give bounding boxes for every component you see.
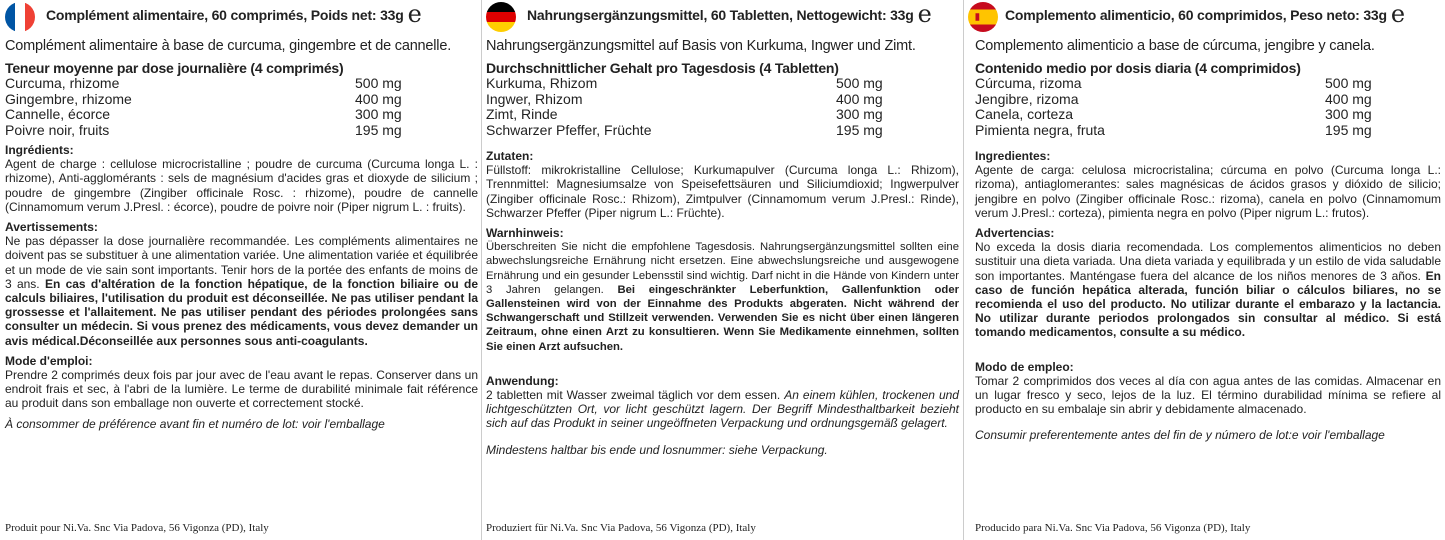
table-row bbox=[486, 123, 883, 139]
estimated-sign-icon: e bbox=[407, 0, 422, 28]
dose-ingredient-name: Jengibre, rizoma bbox=[975, 90, 1079, 107]
table-row bbox=[5, 123, 402, 139]
ingredients-title: Ingredientes: bbox=[975, 149, 1051, 163]
dose-table bbox=[486, 76, 883, 138]
dose-amount: 300 mg bbox=[1325, 106, 1372, 122]
dose-amount: 195 mg bbox=[1325, 121, 1372, 138]
germany-flag-icon bbox=[486, 2, 516, 32]
dose-title: Durchschnittlicher Gehalt pro Tagesdosis (4 Tabletten) bbox=[486, 60, 839, 76]
dose-table bbox=[5, 76, 402, 138]
dose-ingredient-name: Poivre noir, fruits bbox=[5, 121, 110, 138]
warnings-title: Advertencias: bbox=[975, 226, 1055, 241]
dose-ingredient-name: Zimt, Rinde bbox=[486, 106, 558, 122]
column-header bbox=[481, 0, 963, 34]
intro-text: Complemento alimenticio a base de cúrcuma, jengibre y canela. bbox=[975, 38, 1375, 54]
table-row bbox=[486, 92, 883, 108]
ingredients-text: Agente de carga: celulosa microcristalina; cúrcuma en polvo (Curcuma longa L.: rizoma), antiaglomerantes: sales magnésicas de ácidos grasos y dióxido de silicio; jengibre en polvo (Zingiber officinale Rosc.: rizoma), canela en polvo (Cinnamomum verum J.Presl.: corteza), pimienta negra en polvo (Piper nigrum L.: frutos). bbox=[975, 163, 1441, 220]
dose-amount: 500 mg bbox=[1325, 75, 1372, 91]
producer-text: Produziert für Ni.Va. Snc Via Padova, 56 Vigonza (PD), Italy bbox=[486, 522, 756, 534]
table-row bbox=[5, 76, 402, 92]
warnings-text: Ne pas dépasser la dose journalière recommandée. Les compléments alimentaires ne doivent pas se substituer à une alimentation variée. Une alimentation variée et équilibrée et un mode de vie sain sont importants. Tenir hors de la portée des enfants de moins de 3 ans. bbox=[5, 234, 478, 291]
ingredients-text: Füllstoff: mikrokristalline Cellulose; Kurkumapulver (Curcuma longa L.: Rhizom), Trennmittel: Magnesiumsalze von Speisefettsäuren und Siliciumdioxid; Ingwerpulver (Zingiber officinale Rosc.: Rhizom), Zimtpulver (Cinnamomum verum J.Presl.: Rinde), Schwarzer Pfeffer (Piper nigrum L.: Früchte). bbox=[486, 163, 959, 220]
dose-amount: 195 mg bbox=[355, 121, 402, 138]
usage-title: Modo de empleo: bbox=[975, 359, 1074, 374]
header-text: Complemento alimenticio, 60 comprimidos, Peso neto: 33g e bbox=[1005, 0, 1405, 28]
warnings-paragraph bbox=[975, 240, 1441, 339]
usage-title: Anwendung: bbox=[486, 373, 559, 388]
usage-text: Prendre 2 comprimés deux fois par jour avec de l'eau avant le repas. Conserver dans un endroit frais et sec, à l'abri de la lumière. Le terme de durabilité minimale fait référence au produit dans son emballage non ouverte et correctement stocké. bbox=[5, 368, 478, 411]
dose-amount: 300 mg bbox=[836, 106, 883, 122]
warnings-text: Überschreiten Sie nicht die empfohlene Tagesdosis. Nahrungsergänzungsmittel sollten eine abwechslungsreiche Ernährung nicht ersetzen. Eine abwechslungsreiche und ausgewogene Ernährung und ein gesunder Lebensstil sind wichtig. Darf nicht in die Hände von Kindern unter 3 Jahren gelangen. bbox=[486, 241, 959, 296]
warnings-bold-text: En cas d'altération de la fonction hépatique, de la fonction biliaire ou de calculs biliaires, l'utilisation du produit est déconseillée. Ne pas utiliser pendant la grossesse et l'allaitement. Ne pas utiliser pendant des périodes prolongées sans consulter un médecin. Si vous prenez des médicaments, vous devez demander un avis médical.Déconseillée aux personnes sous anti-coagulants. bbox=[5, 276, 478, 348]
usage-title: Mode d'emploi: bbox=[5, 353, 93, 368]
warnings-title: Avertissements: bbox=[5, 220, 98, 235]
warnings-bold-text: En caso de función hepática alterada, función biliar o cálculos biliares, no se recomienda el uso del producto. No utilizar durante el embarazo y la lactancia. No utilizar durante periodos prolongados sin consultar al médico. Si está tomando medicamentos, consulte a su médico. bbox=[975, 268, 1441, 340]
ingredients-text: Agent de charge : cellulose microcristalline ; poudre de curcuma (Curcuma longa L. : rhizome), Anti-agglomérants : sels de magnésium d'acides gras et dioxyde de silicium ; poudre de gingembre (Zingiber officinale Rosc. : rhizome), poudre de cannelle (Cinnamomum verum J.Presl. : écorce), poudre de poivre noir (Piper nigrum L. : fruits). bbox=[5, 157, 478, 214]
estimated-sign-icon: e bbox=[1390, 0, 1405, 28]
usage-text: Tomar 2 comprimidos dos veces al día con agua antes de las comidas. Almacenar en un lugar fresco y seco, lejos de la luz. El término durabilidad mínima se refiere al producto en su embalaje sin abrir y debidamente almacenado. bbox=[975, 373, 1441, 417]
dose-amount: 500 mg bbox=[836, 75, 883, 91]
dose-ingredient-name: Cúrcuma, rizoma bbox=[975, 75, 1082, 91]
dose-table bbox=[975, 76, 1372, 138]
dose-title: Teneur moyenne par dose journalière (4 comprimés) bbox=[5, 60, 344, 76]
usage-paragraph bbox=[975, 374, 1441, 417]
dose-ingredient-name: Schwarzer Pfeffer, Früchte bbox=[486, 121, 652, 138]
dose-title: Contenido medio por dosis diaria (4 comprimidos) bbox=[975, 60, 1301, 76]
table-row bbox=[5, 107, 402, 123]
warnings-text: No exceda la dosis diaria recomendada. Los complementos alimenticios no deben sustituir una dieta variada. Una dieta variada y equilibrada y un estilo de vida saludable son importantes. Manténgase fuera del alcance de los niños menores de 3 años. bbox=[975, 240, 1441, 283]
best-before-text: Mindestens haltbar bis ende und losnummer: siehe Verpackung. bbox=[486, 442, 828, 457]
dose-ingredient-name: Cannelle, écorce bbox=[5, 106, 111, 122]
table-row bbox=[975, 76, 1372, 92]
usage-text: 2 tabletten mit Wasser zweimal täglich vor dem essen. bbox=[486, 388, 781, 403]
table-row bbox=[975, 92, 1372, 108]
usage-italic-text: An einem kühlen, trockenen und lichtgeschützten Ort, vor licht geschützt lagern. Der Begriff Mindesthaltbarkeit bezieht sich auf das Produkt in seiner ungeöffneten Verpackung und ordnungsgemäß gelagert. bbox=[486, 388, 959, 431]
warnings-bold-text: Bei eingeschränkter Leberfunktion, Gallenfunktion oder Gallensteinen wird von der Einnahme des Produkts abgeraten. Nicht während der Schwangerschaft und Stillzeit verwenden. Verwenden Sie es nicht über einen längeren Zeitraum, ohne einen Arzt zu konsultieren. Wenn Sie Medikamente einnehmen, sollten Sie einen Arzt aufsuchen. bbox=[486, 283, 960, 353]
dose-amount: 400 mg bbox=[836, 90, 883, 107]
dose-amount: 195 mg bbox=[836, 121, 883, 138]
dose-ingredient-name: Gingembre, rhizome bbox=[5, 90, 132, 107]
warnings-paragraph bbox=[486, 240, 959, 354]
ingredients-title: Zutaten: bbox=[486, 149, 534, 163]
header-text: Nahrungsergänzungsmittel, 60 Tabletten, Nettogewicht: 33g e bbox=[527, 0, 932, 28]
best-before-text: À consommer de préférence avant fin et numéro de lot: voir l'emballage bbox=[5, 416, 385, 431]
france-flag-icon bbox=[5, 2, 35, 32]
usage-paragraph bbox=[5, 368, 478, 411]
dose-ingredient-name: Curcuma, rhizome bbox=[5, 75, 120, 91]
column-header bbox=[963, 0, 1445, 34]
spain-flag-icon bbox=[968, 2, 998, 32]
table-row bbox=[975, 123, 1372, 139]
estimated-sign-icon: e bbox=[917, 0, 932, 28]
header-text: Complément alimentaire, 60 comprimés, Poids net: 33g e bbox=[46, 0, 422, 28]
ingredients-title: Ingrédients: bbox=[5, 143, 74, 157]
column-header bbox=[0, 0, 482, 34]
dose-ingredient-name: Pimienta negra, fruta bbox=[975, 121, 1105, 138]
dose-amount: 300 mg bbox=[355, 106, 402, 122]
dose-amount: 400 mg bbox=[1325, 90, 1372, 107]
label-column-fr bbox=[0, 0, 482, 540]
usage-paragraph bbox=[486, 388, 959, 431]
intro-text: Complément alimentaire à base de curcuma, gingembre et de cannelle. bbox=[5, 38, 452, 54]
producer-text: Producido para Ni.Va. Snc Via Padova, 56 Vigonza (PD), Italy bbox=[975, 522, 1251, 534]
dose-ingredient-name: Canela, corteza bbox=[975, 106, 1074, 122]
dose-ingredient-name: Kurkuma, Rhizom bbox=[486, 75, 598, 91]
warnings-paragraph bbox=[5, 234, 478, 348]
dose-ingredient-name: Ingwer, Rhizom bbox=[486, 90, 583, 107]
best-before-text: Consumir preferentemente antes del fin de y número de lot:e voir l'emballage bbox=[975, 428, 1385, 443]
table-row bbox=[975, 107, 1372, 123]
table-row bbox=[486, 76, 883, 92]
warnings-title: Warnhinweis: bbox=[486, 226, 564, 241]
label-column-es bbox=[963, 0, 1445, 540]
table-row bbox=[5, 92, 402, 108]
label-column-de bbox=[481, 0, 963, 540]
table-row bbox=[486, 107, 883, 123]
dose-amount: 500 mg bbox=[355, 75, 402, 91]
intro-text: Nahrungsergänzungsmittel auf Basis von Kurkuma, Ingwer und Zimt. bbox=[486, 38, 916, 54]
dose-amount: 400 mg bbox=[355, 90, 402, 107]
producer-text: Produit pour Ni.Va. Snc Via Padova, 56 Vigonza (PD), Italy bbox=[5, 522, 269, 534]
